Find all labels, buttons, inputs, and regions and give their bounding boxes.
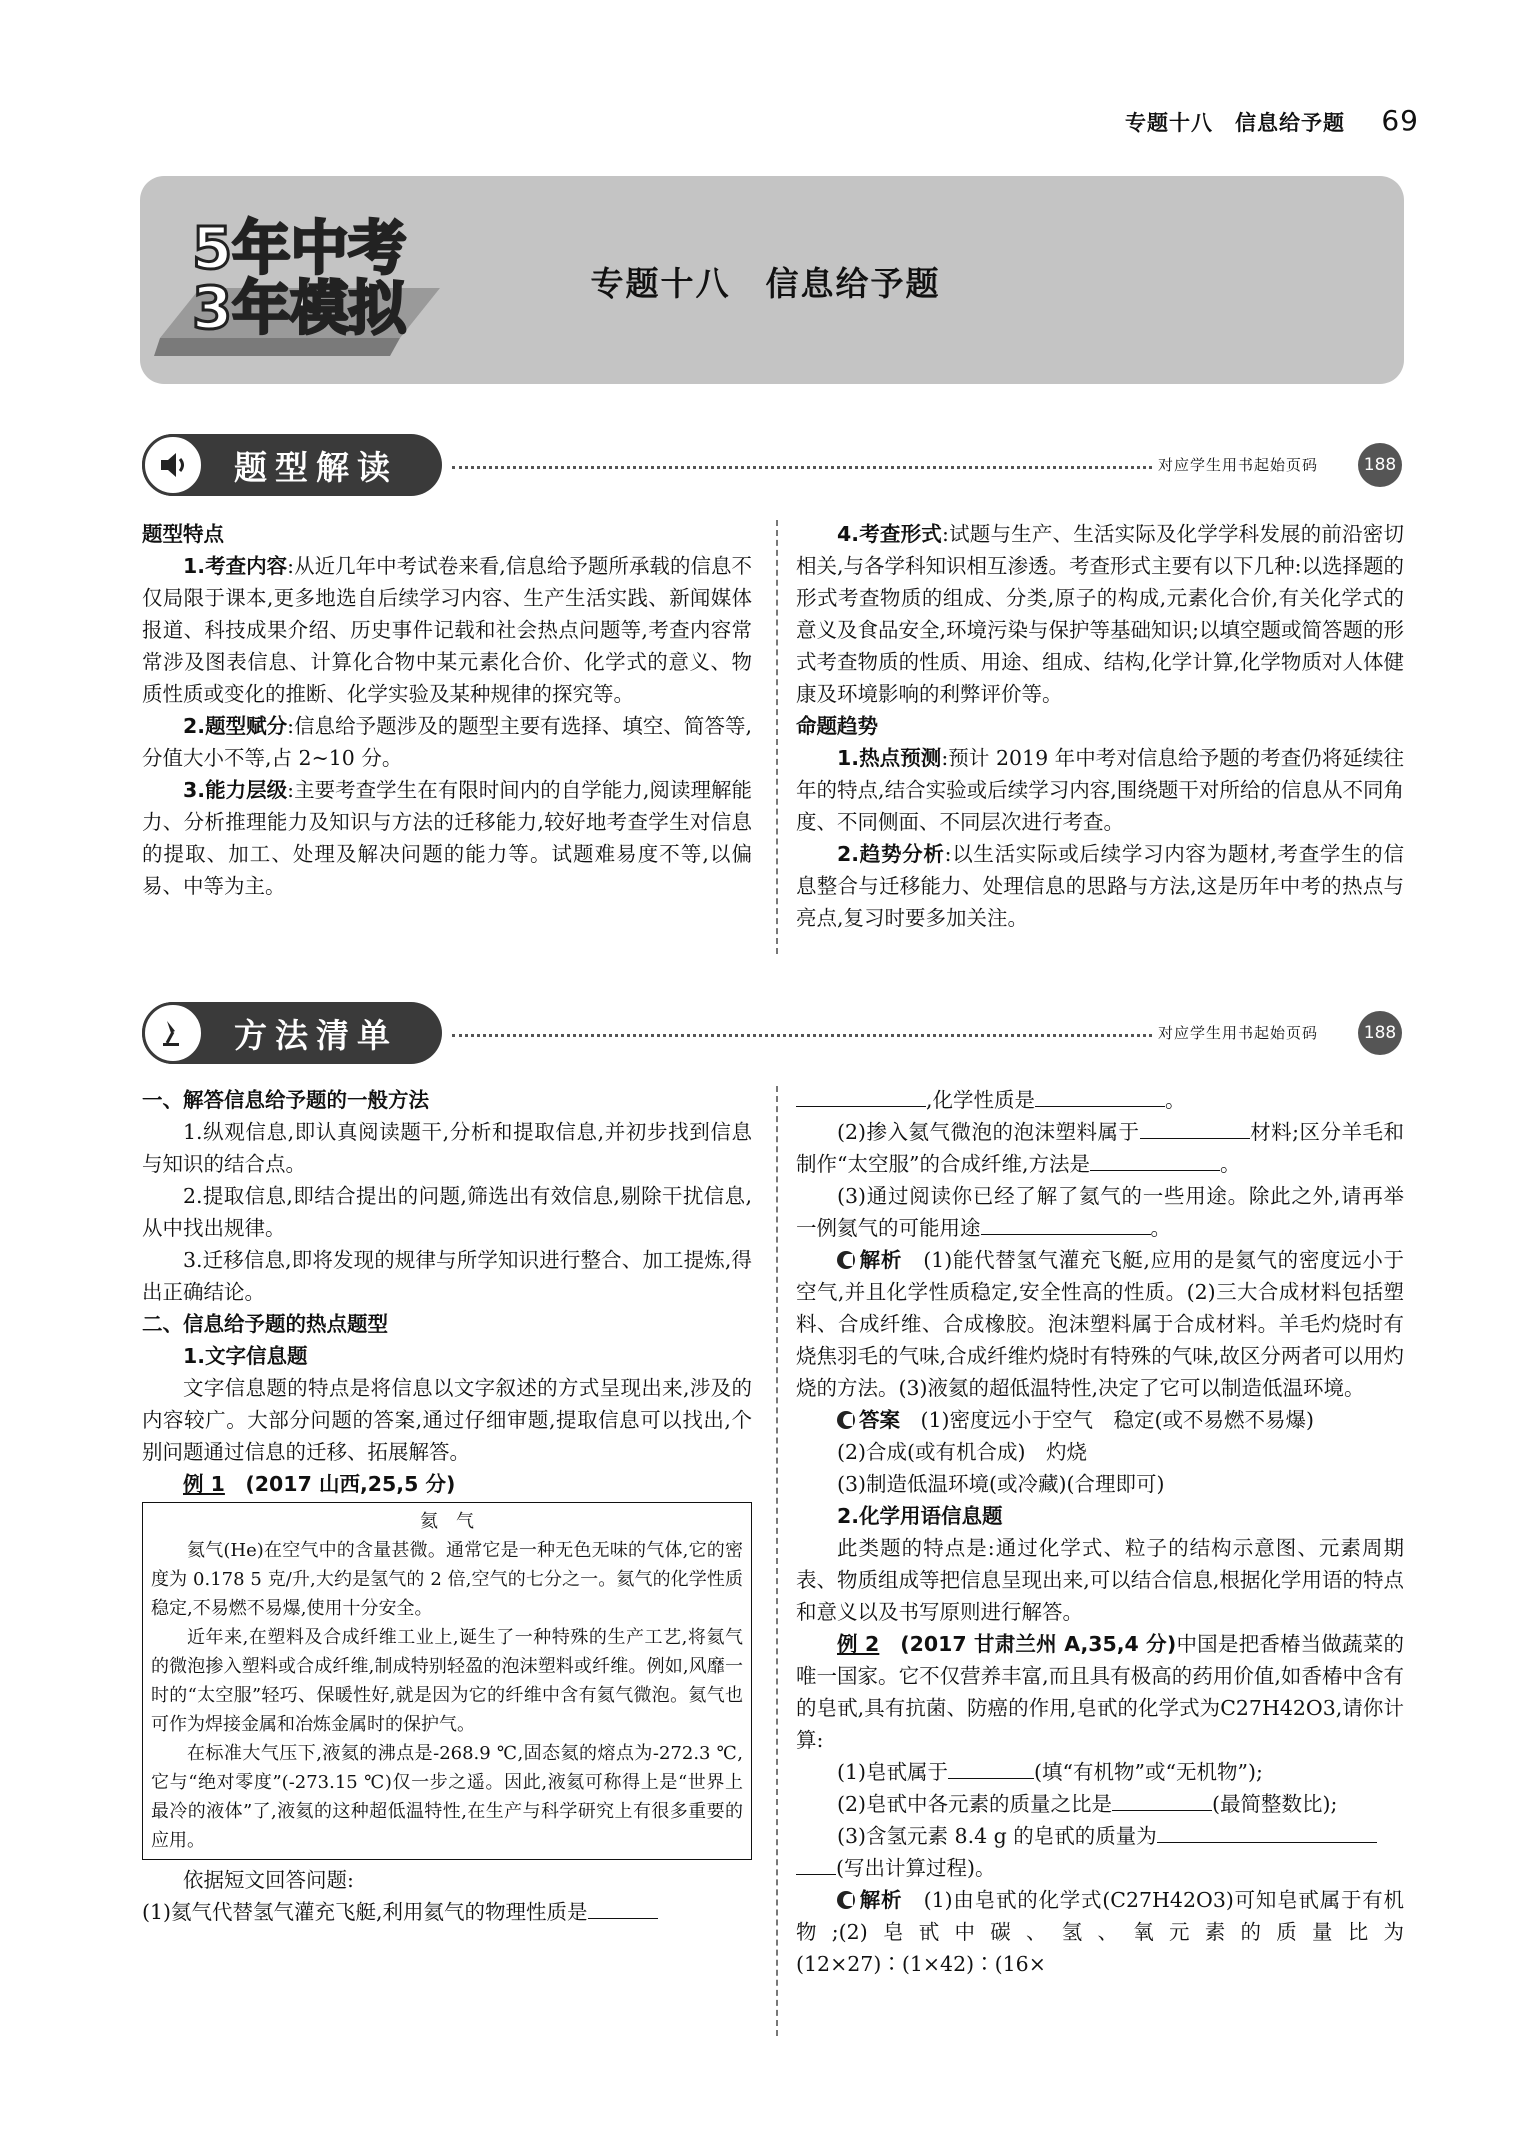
running-header (1125, 104, 1419, 137)
paragraph: :主要考查学生在有限时间内的自学能力,阅读理解能力、分析推理能力及知识与方法的迁移能力,较好地考查学生对信息的提取、加工、处理及解决问题的能力等。试题难易度不等,以偏易、中等为主。 (142, 778, 753, 898)
box-paragraph: 在标准大气压下,液氦的沸点是-268.9 ℃,固态氦的熔点为-272.3 ℃,它与“绝对零度”(-273.15 ℃)仅一步之遥。因此,液氦可称得上是“世界上最冷的液体”了,液氦的这种超低温特性,在生产与科学研究上有很多重要的应用。 (151, 1743, 743, 1851)
question-1: (1)氦气代替氢气灌充飞艇,利用氦气的物理性质是 (142, 1900, 588, 1924)
question-text: (填“有机物”或“无机物”); (1034, 1760, 1263, 1784)
analysis-label: 解析 (859, 1888, 903, 1912)
analysis-icon (837, 1251, 855, 1269)
column-divider (776, 520, 778, 954)
example-source: (2017 甘肃兰州 A,35,4 分) (900, 1632, 1177, 1656)
answer-blank (1035, 1084, 1165, 1107)
chapter-title: 专题十八 信息给予题 (590, 264, 941, 303)
answer-blank (948, 1756, 1034, 1779)
example-text: ,请你计算: (796, 1696, 1404, 1752)
example-label: 例 2 (837, 1632, 880, 1656)
answer-blank (1090, 1148, 1220, 1171)
paragraph: :从近几年中考试卷来看,信息给予题所承载的信息不仅局限于课本,更多地选自后续学习内容、生产生活实践、新闻媒体报道、科技成果介绍、历史事件记载和社会热点问题等,考查内容常常涉及图表信息、计算化合物中某元素化合价、化学式的意义、物质性质或变化的推断、化学实验及某种规律的探究等。 (142, 554, 753, 706)
ref-page-badge: 188 (1358, 1011, 1402, 1055)
speaker-icon (142, 434, 204, 496)
answer-text: (2)合成(或有机合成) 灼烧 (837, 1440, 1088, 1464)
item-lead: 2.题型赋分 (183, 714, 288, 738)
page-number: 69 (1381, 104, 1419, 137)
question-2: (2)掺入氦气微泡的泡沫塑料属于 (837, 1120, 1140, 1144)
subheading: 1.文字信息题 (183, 1344, 308, 1368)
question-text: 。 (1219, 1152, 1241, 1176)
item-lead: 1.考查内容 (183, 554, 288, 578)
answer-blank (588, 1896, 658, 1919)
question-text: ,化学性质是 (926, 1088, 1036, 1112)
ref-note: 对应学生用书起始页码 (1158, 456, 1319, 474)
analysis-icon (837, 1891, 855, 1909)
answer-blank (1140, 1116, 1250, 1139)
reading-box (142, 1502, 752, 1860)
box-paragraph: 氦气(He)在空气中的含量甚微。通常它是一种无色无味的气体,它的密度为 0.178 5 克/升,大约是氢气的 2 倍,空气的七分之一。氦气的化学性质稳定,不易燃不易爆,使用十分安全。 (151, 1540, 743, 1619)
heading: 一、解答信息给予题的一般方法 (142, 1088, 429, 1112)
question-text: (最简整数比); (1212, 1792, 1338, 1816)
question-1: (1)皂甙属于 (837, 1760, 949, 1784)
box-paragraph: 近年来,在塑料及合成纤维工业上,诞生了一种特殊的生产工艺,将氦气的微泡掺入塑料或合成纤维,制成特别轻盈的泡沫塑料或纤维。例如,风靡一时的“太空服”轻巧、保暖性好,就是因为它的纤维中含有氦气微泡。氦气也可作为焊接金属和冶炼金属时的保护气。 (151, 1627, 743, 1735)
answer-blank (796, 1084, 926, 1107)
question-intro: 依据短文回答问题: (183, 1868, 354, 1892)
section2-right-column (796, 1084, 1404, 1980)
question-3: (3)含氢元素 8.4 g 的皂甙的质量为 (837, 1824, 1157, 1848)
section1-right-column (796, 518, 1404, 934)
question-3: (3)通过阅读你已经了解了氦气的一些用途。除此之外,请再举一例氦气的可能用途 (796, 1184, 1404, 1240)
paragraph: :试题与生产、生活实际及化学学科发展的前沿密切相关,与各学科知识相互渗透。考查形式主要有以下几种:以选择题的形式考查物质的组成、分类,原子的构成,元素化合价,有关化学式的意义及食品安全,环境污染与保护等基础知识;以填空题或简答题的形式考查物质的性质、用途、组成、结构,化学计算,化学物质对人体健康及环境影响的利弊评价等。 (796, 522, 1404, 706)
header-topic: 专题十八 信息给予题 (1125, 111, 1346, 135)
paragraph: 1.纵观信息,即认真阅读题干,分析和提取信息,并初步找到信息与知识的结合点。 (142, 1120, 752, 1176)
paragraph: 3.迁移信息,即将发现的规律与所学知识进行整合、加工提炼,得出正确结论。 (142, 1248, 752, 1304)
answer-icon (837, 1411, 855, 1429)
question-2: (2)皂甙中各元素的质量之比是 (837, 1792, 1113, 1816)
example-source: (2017 山西,25,5 分) (245, 1472, 456, 1496)
answer-blank (1157, 1820, 1377, 1843)
example-text: 中国是把香椿当做蔬菜的唯一国家。它不仅营养丰富,而且具有极高的药用价值,如香椿中含有的皂甙,具有抗菌、防癌的作用,皂甙的化学式为 (796, 1632, 1405, 1720)
paragraph: :信息给予题涉及的题型主要有选择、填空、简答等,分值大小不等,占 2~10 分。 (142, 714, 753, 770)
answer-blank (796, 1852, 836, 1875)
question-text: 。 (1150, 1216, 1171, 1240)
box-title: 氦 气 (420, 1511, 474, 1532)
answer-label: 答案 (859, 1408, 900, 1432)
subheading: 题型特点 (142, 522, 224, 546)
ref-page-badge: 188 (1358, 443, 1402, 487)
column-divider (776, 1086, 778, 2036)
item-lead: 3.能力层级 (183, 778, 288, 802)
answer-blank (981, 1212, 1151, 1235)
heading: 二、信息给予题的热点题型 (142, 1312, 388, 1336)
example-label: 例 1 (183, 1472, 225, 1496)
subheading: 命题趋势 (796, 714, 878, 738)
subheading: 2.化学用语信息题 (837, 1504, 1003, 1528)
section-label: 方法清单 (234, 1015, 398, 1055)
paragraph: :以生活实际或后续学习内容为题材,考查学生的信息整合与迁移能力、处理信息的思路与方法,这是历年中考的热点与亮点,复习时要多加关注。 (796, 842, 1404, 930)
analysis-label: 解析 (859, 1248, 903, 1272)
lamp-icon (142, 1002, 204, 1064)
paragraph: :预计 2019 年中考对信息给予题的考查仍将延续往年的特点,结合实验或后续学习内容,围绕题干对所给的信息从不同角度、不同侧面、不同层次进行考查。 (796, 746, 1404, 834)
paragraph: 文字信息题的特点是将信息以文字叙述的方式呈现出来,涉及的内容较广。大部分问题的答案,通过仔细审题,提取信息可以找出,个别问题通过信息的迁移、拓展解答。 (142, 1376, 752, 1464)
answer-text: (1)密度远小于空气 稳定(或不易燃不易爆) (920, 1408, 1315, 1432)
paragraph: 2.提取信息,即结合提出的问题,筛选出有效信息,剔除干扰信息,从中找出规律。 (142, 1184, 752, 1240)
section1-left-column (142, 518, 752, 902)
paragraph: 此类题的特点是:通过化学式、粒子的结构示意图、元素周期表、物质组成等把信息呈现出来,可以结合信息,根据化学用语的特点和意义以及书写原则进行解答。 (796, 1536, 1404, 1624)
section2-left-column (142, 1084, 752, 1928)
item-lead: 4.考查形式 (837, 522, 942, 546)
question-text: 材料;区分羊毛和制作“太空服”的合成纤维,方法是 (796, 1120, 1404, 1176)
item-lead: 2.趋势分析 (837, 842, 945, 866)
item-lead: 1.热点预测 (837, 746, 942, 770)
logo-text-bottom: 3年模拟 (192, 274, 407, 342)
question-text: (写出计算过程)。 (836, 1856, 996, 1880)
chemical-formula: C27H42O3 (1220, 1696, 1336, 1720)
logo-text-top: 5年中考 (192, 214, 407, 282)
analysis-text: (1)由皂甙的化学式(C27H42O3)可知皂甙属于有机物;(2)皂甙中碳、氢、氧元素的质量比为(12×27)∶(1×42)∶(16× (796, 1888, 1405, 1976)
section-dots (452, 1034, 1152, 1037)
question-text: 。 (1165, 1088, 1186, 1112)
section-dots (452, 466, 1152, 469)
section-label: 题型解读 (234, 447, 398, 487)
analysis-text: (1)能代替氢气灌充飞艇,应用的是氦气的密度远小于空气,并且化学性质稳定,安全性高的性质。(2)三大合成材料包括塑料、合成纤维、合成橡胶。泡沫塑料属于合成材料。羊毛灼烧时有烧焦羽毛的气味,合成纤维灼烧时有特殊的气味,故区分两者可以用灼烧的方法。(3)液氦的超低温特性,决定了它可以制造低温环境。 (796, 1248, 1404, 1400)
answer-text: (3)制造低温环境(或冷藏)(合理即可) (837, 1472, 1165, 1496)
ref-note: 对应学生用书起始页码 (1158, 1024, 1319, 1042)
answer-blank (1112, 1788, 1212, 1811)
